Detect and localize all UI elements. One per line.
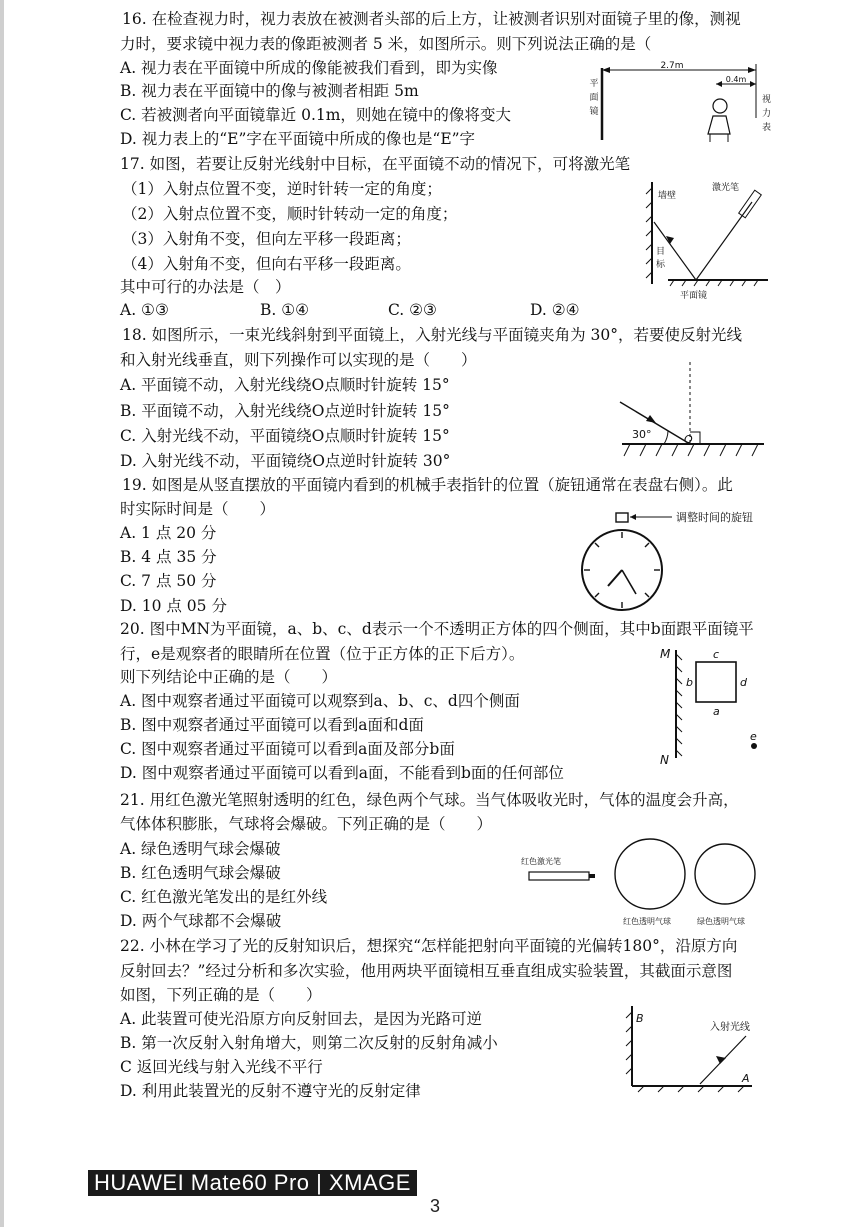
q17-item-4: （4）入射角不变，但向右平移一段距离。 — [122, 255, 411, 273]
q20-label-d: d — [740, 676, 747, 689]
q16-figure — [580, 58, 770, 146]
q16-mirror-label-2: 面 — [589, 93, 599, 103]
scan-edge — [0, 0, 4, 1227]
q21-laser-label: 红色激光笔 — [521, 857, 561, 866]
q18-stem-2: 和入射光线垂直，则下列操作可以实现的是（ ） — [120, 351, 477, 369]
q21-option-a: A. 绿色透明气球会爆破 — [120, 840, 281, 858]
q16-stem-1: 16. 在检查视力时，视力表放在被测者头部的后上方，让被测者识别对面镜子里的像，测视 — [122, 10, 741, 28]
q19-stem-2: 时实际时间是（ ） — [120, 500, 276, 518]
q16-dist-small-label: 0.4m — [725, 75, 747, 84]
q19-knob-label: 调整时间的旋钮 — [676, 511, 753, 524]
q19-option-c: C. 7 点 50 分 — [120, 572, 217, 590]
q19-option-d: D. 10 点 05 分 — [120, 597, 227, 615]
q20-stem-1: 20. 图中MN为平面镜，a、b、c、d表示一个不透明正方体的四个侧面，其中b面跟平面镜平 — [120, 620, 754, 638]
q22-ray-label: 入射光线 — [710, 1022, 750, 1033]
q17-choice-b: B. ①④ — [260, 301, 310, 319]
q17-figure — [640, 172, 780, 302]
q22-option-c: C 返回光线与射入光线不平行 — [120, 1058, 323, 1076]
q20-label-n: N — [660, 753, 669, 767]
q16-option-b: B. 视力表在平面镜中的像与被测者相距 5m — [120, 82, 419, 100]
q16-chart-label-2: 力 — [762, 109, 772, 119]
q19-option-b: B. 4 点 35 分 — [120, 548, 217, 566]
q21-option-d: D. 两个气球都不会爆破 — [120, 912, 282, 930]
q16-option-d: D. 视力表上的“E”字在平面镜中所成的像也是“E”字 — [120, 130, 476, 148]
q22-option-d: D. 利用此装置光的反射不遵守光的反射定律 — [120, 1082, 421, 1100]
q22-stem-2: 反射回去？”经过分析和多次实验，他用两块平面镜相互垂直组成实验装置，其截面示意图 — [120, 962, 733, 980]
q20-stem-3: 则下列结论中正确的是（ ） — [120, 668, 338, 686]
q22-figure — [620, 1000, 765, 1095]
q22-stem-3: 如图，下列正确的是（ ） — [120, 986, 322, 1004]
q21-option-b: B. 红色透明气球会爆破 — [120, 864, 281, 882]
q16-stem-2: 力时，要求镜中视力表的像距被测者 5 米，如图所示。则下列说法正确的是（ — [120, 35, 652, 53]
q17-stem: 17. 如图，若要让反射光线射中目标，在平面镜不动的情况下，可将激光笔 — [120, 155, 631, 173]
q17-target-label-1: 目 — [656, 247, 666, 257]
q20-label-m: M — [660, 647, 671, 661]
q22-option-b: B. 第一次反射入射角增大，则第二次反射的反射角减小 — [120, 1034, 498, 1052]
q17-choice-a: A. ①③ — [120, 301, 169, 319]
q18-point-label: O — [684, 433, 693, 446]
page-number: 3 — [430, 1196, 441, 1216]
q16-chart-label-1: 视 — [762, 95, 772, 105]
q20-stem-2: 行，e是观察者的眼睛所在位置（位于正方体的正下后方）。 — [120, 645, 525, 663]
q19-option-a: A. 1 点 20 分 — [120, 524, 217, 542]
q21-figure — [515, 830, 780, 930]
q20-option-a: A. 图中观察者通过平面镜可以观察到a、b、c、d四个侧面 — [120, 692, 520, 710]
q20-label-b: b — [686, 676, 693, 689]
q16-option-c: C. 若被测者向平面镜靠近 0.1m，则她在镜中的像将变大 — [120, 106, 511, 124]
q18-option-d: D. 入射光线不动，平面镜绕O点逆时针旋转 30° — [120, 452, 451, 470]
q22-label-b: B — [636, 1012, 644, 1025]
q21-option-c: C. 红色激光笔发出的是红外线 — [120, 888, 328, 906]
q21-red-balloon-label: 红色透明气球 — [623, 917, 671, 926]
q17-mirror-label: 平面镜 — [680, 291, 708, 301]
q17-choice-c: C. ②③ — [388, 301, 437, 319]
q17-target-label-2: 标 — [656, 260, 666, 270]
q17-prompt: 其中可行的办法是（ ） — [120, 278, 291, 296]
q17-item-1: （1）入射点位置不变，逆时针转一定的角度； — [122, 180, 442, 198]
q16-chart-label-3: 表 — [762, 123, 772, 133]
q17-wall-label: 墙壁 — [658, 191, 677, 201]
q17-item-3: （3）入射角不变，但向左平移一段距离； — [122, 230, 411, 248]
q20-option-c: C. 图中观察者通过平面镜可以看到a面及部分b面 — [120, 740, 455, 758]
q20-figure — [650, 640, 770, 768]
q18-figure — [612, 358, 772, 468]
q21-stem-2: 气体体积膨胀，气球将会爆破。下列正确的是（ ） — [120, 815, 493, 833]
q17-laser-label: 激光笔 — [712, 183, 740, 193]
q19-stem-1: 19. 如图是从竖直摆放的平面镜内看到的机械手表指针的位置（旋钮通常在表盘右侧）。此 — [122, 476, 733, 494]
camera-watermark: HUAWEI Mate60 Pro | XMAGE — [88, 1170, 417, 1196]
q22-option-a: A. 此装置可使光沿原方向反射回去，是因为光路可逆 — [120, 1010, 483, 1028]
q16-dist-total-label: 2.7m — [660, 61, 684, 71]
q16-option-a: A. 视力表在平面镜中所成的像能被我们看到，即为实像 — [120, 59, 498, 77]
q18-option-b: B. 平面镜不动，入射光线绕O点逆时针旋转 15° — [120, 402, 450, 420]
q19-figure — [580, 504, 780, 614]
q20-label-a: a — [713, 705, 720, 718]
q18-angle-label: 30° — [632, 428, 652, 441]
q16-mirror-label-1: 平 — [589, 79, 599, 89]
q18-option-a: A. 平面镜不动，入射光线绕O点顺时针旋转 15° — [120, 376, 450, 394]
q18-stem-1: 18. 如图所示，一束光线斜射到平面镜上，入射光线与平面镜夹角为 30°，若要使反射光线 — [122, 326, 742, 344]
q21-green-balloon-label: 绿色透明气球 — [697, 917, 745, 926]
q20-label-c: c — [713, 648, 720, 661]
q22-label-a: A — [742, 1072, 750, 1085]
q17-choice-d: D. ②④ — [530, 301, 580, 319]
q20-label-e: e — [750, 730, 757, 743]
q16-mirror-label-3: 镜 — [589, 107, 599, 117]
q18-option-c: C. 入射光线不动，平面镜绕O点顺时针旋转 15° — [120, 427, 450, 445]
q21-stem-1: 21. 用红色激光笔照射透明的红色，绿色两个气球。当气体吸收光时，气体的温度会升高， — [120, 791, 739, 809]
q22-stem-1: 22. 小林在学习了光的反射知识后，想探究“怎样能把射向平面镜的光偏转180°，沿原方向 — [120, 937, 738, 955]
q20-option-b: B. 图中观察者通过平面镜可以看到a面和d面 — [120, 716, 424, 734]
q17-item-2: （2）入射点位置不变，顺时针转动一定的角度； — [122, 205, 458, 223]
q20-option-d: D. 图中观察者通过平面镜可以看到a面，不能看到b面的任何部位 — [120, 764, 564, 782]
